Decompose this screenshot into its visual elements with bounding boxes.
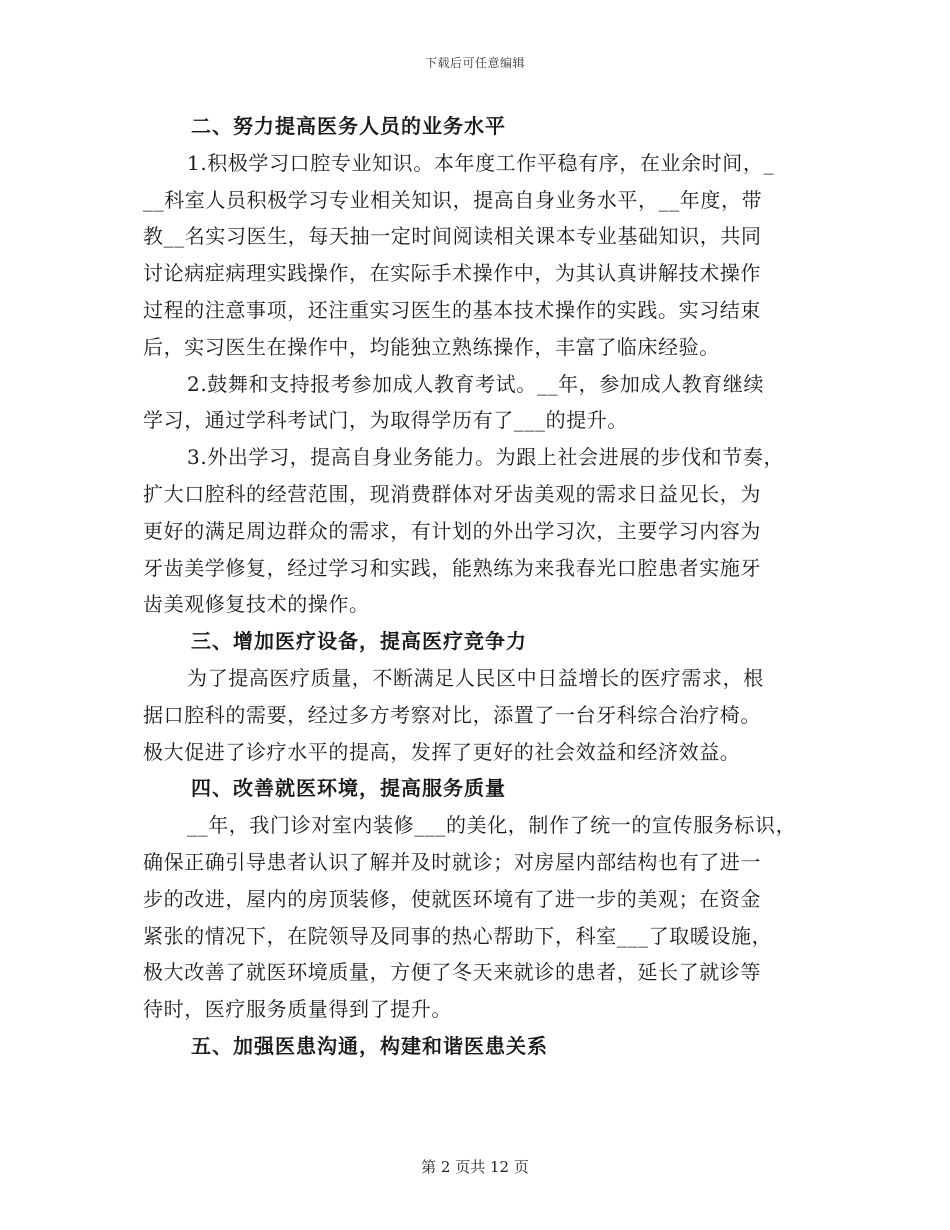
paragraph-line: 过程的注意事项，还注重实习医生的基本技术操作的实践。实习结束 [143, 297, 761, 322]
paragraph-first-line: __年，我门诊对室内装修___的美化，制作了统一的宣传服务标识， [187, 813, 797, 838]
paragraph-line: 极大改善了就医环境质量，方便了冬天来就诊的患者，延长了就诊等 [143, 960, 761, 985]
paragraph-line: 步的改进，屋内的房顶装修，使就医环境有了进一步的美观；在资金 [143, 886, 761, 911]
paragraph-first-line: 为了提高医疗质量，不断满足人民区中日益增长的医疗需求，根 [187, 665, 764, 690]
paragraph-line: 教__名实习医生，每天抽一定时间阅读相关课本专业基础知识，共同 [143, 224, 762, 249]
paragraph-line: 紧张的情况下，在院领导及同事的热心帮助下，科室___了取暖设施， [143, 923, 773, 948]
paragraph-line: 待时，医疗服务质量得到了提升。 [143, 997, 452, 1022]
page-number: 第 2 页共 12 页 [421, 1158, 529, 1176]
section-heading: 四、改善就医环境，提高服务质量 [191, 776, 506, 801]
paragraph-line: __科室人员积极学习专业相关知识，提高自身业务水平，__年度，带 [143, 187, 763, 212]
paragraph-line: 据口腔科的需要，经过多方考察对比，添置了一台牙科综合治疗椅。 [143, 702, 761, 727]
paragraph-line: 讨论病症病理实践操作，在实际手术操作中，为其认真讲解技术操作 [143, 261, 761, 286]
paragraph-first-line: 2.鼓舞和支持报考参加成人教育考试。__年，参加成人教育继续 [187, 371, 765, 396]
paragraph-first-line: 1.积极学习口腔专业知识。本年度工作平稳有序，在业余时间，_ [187, 150, 775, 175]
section-heading: 二、努力提高医务人员的业务水平 [191, 114, 506, 138]
page-header-note: 下载后可任意编辑 [424, 56, 525, 70]
paragraph-line: 扩大口腔科的经营范围，现消费群体对牙齿美观的需求日益见长，为 [143, 481, 761, 506]
paragraph-line: 更好的满足周边群众的需求，有计划的外出学习次，主要学习内容为 [143, 518, 761, 543]
paragraph-first-line: 3.外出学习，提高自身业务能力。为跟上社会进展的步伐和节奏， [187, 445, 785, 470]
paragraph-line: 牙齿美学修复，经过学习和实践，能熟练为来我春光口腔患者实施牙 [143, 555, 761, 580]
section-heading: 五、加强医患沟通，构建和谐医患关系 [191, 1033, 548, 1058]
paragraph-line: 极大促进了诊疗水平的提高，发挥了更好的社会效益和经济效益。 [143, 739, 741, 764]
paragraph-line: 齿美观修复技术的操作。 [143, 592, 370, 617]
paragraph-line: 学习，通过学科考试门，为取得学历有了___的提升。 [143, 408, 628, 433]
document-body [143, 108, 815, 1065]
paragraph-line: 后，实习医生在操作中，均能独立熟练操作，丰富了临床经验。 [143, 334, 720, 359]
section-heading: 三、增加医疗设备，提高医疗竞争力 [191, 629, 527, 654]
paragraph-line: 确保正确引导患者认识了解并及时就诊；对房屋内部结构也有了进一 [143, 849, 761, 874]
